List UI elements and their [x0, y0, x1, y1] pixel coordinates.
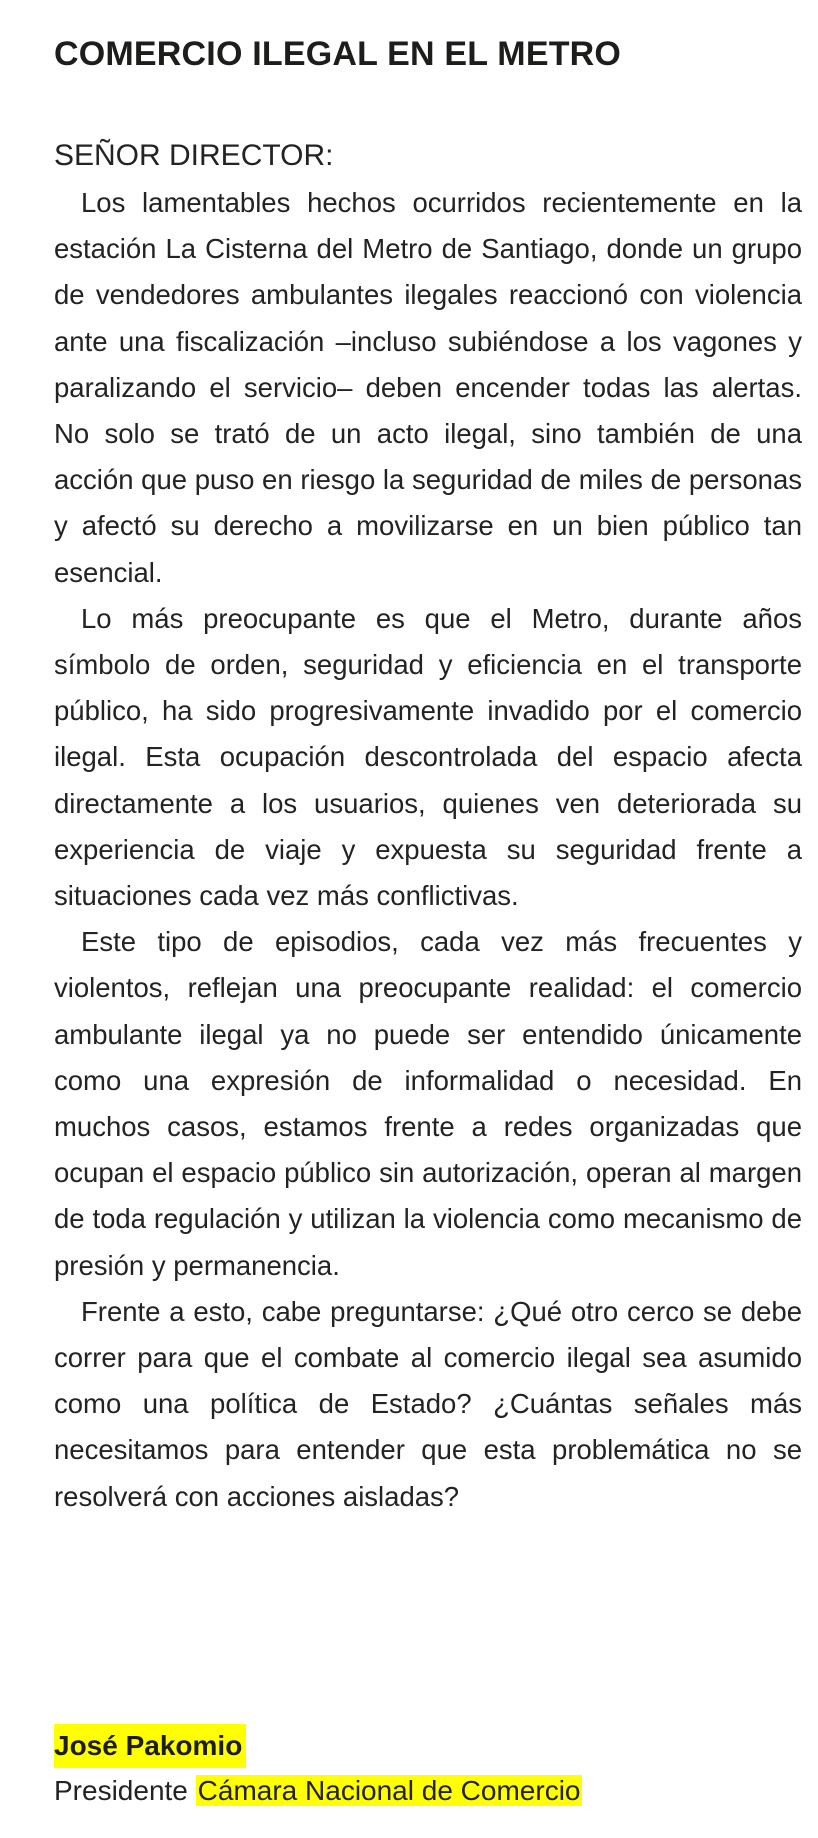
signer-role-line — [54, 1770, 582, 1812]
letter-paragraph: Frente a esto, cabe preguntarse: ¿Qué otro cerco se debe correr para que el combate al comercio ilegal sea asumido como una política de Estado? ¿Cuántas señales más necesitamos para entender que esta problemática no se resolverá con acciones aisladas? — [54, 1295, 802, 1512]
signer-organization: Cámara Nacional de Comercio — [197, 1775, 581, 1806]
letter-headline: COMERCIO ILEGAL EN EL METRO — [54, 35, 622, 73]
letter-paragraph: Los lamentables hechos ocurridos recientemente en la estación La Cisterna del Metro de Santiago, donde un grupo de vendedores ambulantes ilegales reaccionó con violencia ante una fiscalización –incluso subiéndose a los vagones y paralizando el servicio– deben encender todas las alertas. No solo se trató de un acto ilegal, sino también de una acción que puso en riesgo la seguridad de miles de personas y afectó su derecho a movilizarse en un bien público tan esencial. — [54, 187, 802, 588]
letter-paragraph: Este tipo de episodios, cada vez más frecuentes y violentos, reflejan una preocupante realidad: el comercio ambulante ilegal ya no puede ser entendido únicamente como una expresión de informalidad o necesidad. En muchos casos, estamos frente a redes organizadas que ocupan el espacio público sin autorización, operan al margen de toda regulación y utilizan la violencia como mecanismo de presión y permanencia. — [54, 926, 802, 1281]
letter-paragraph: Lo más preocupante es que el Metro, durante años símbolo de orden, seguridad y eficiencia en el transporte público, ha sido progresivamente invadido por el comercio ilegal. Esta ocupación descontrolada del espacio afecta directamente a los usuarios, quienes ven deteriorada su experiencia de viaje y expuesta su seguridad frente a situaciones cada vez más conflictivas. — [54, 602, 802, 912]
letter-salutation: SEÑOR DIRECTOR: — [54, 139, 334, 172]
signer-role: Presidente — [54, 1775, 188, 1806]
letter-signature — [54, 1724, 582, 1812]
signer-name: José Pakomio — [54, 1724, 246, 1768]
letter-body — [54, 180, 802, 1520]
